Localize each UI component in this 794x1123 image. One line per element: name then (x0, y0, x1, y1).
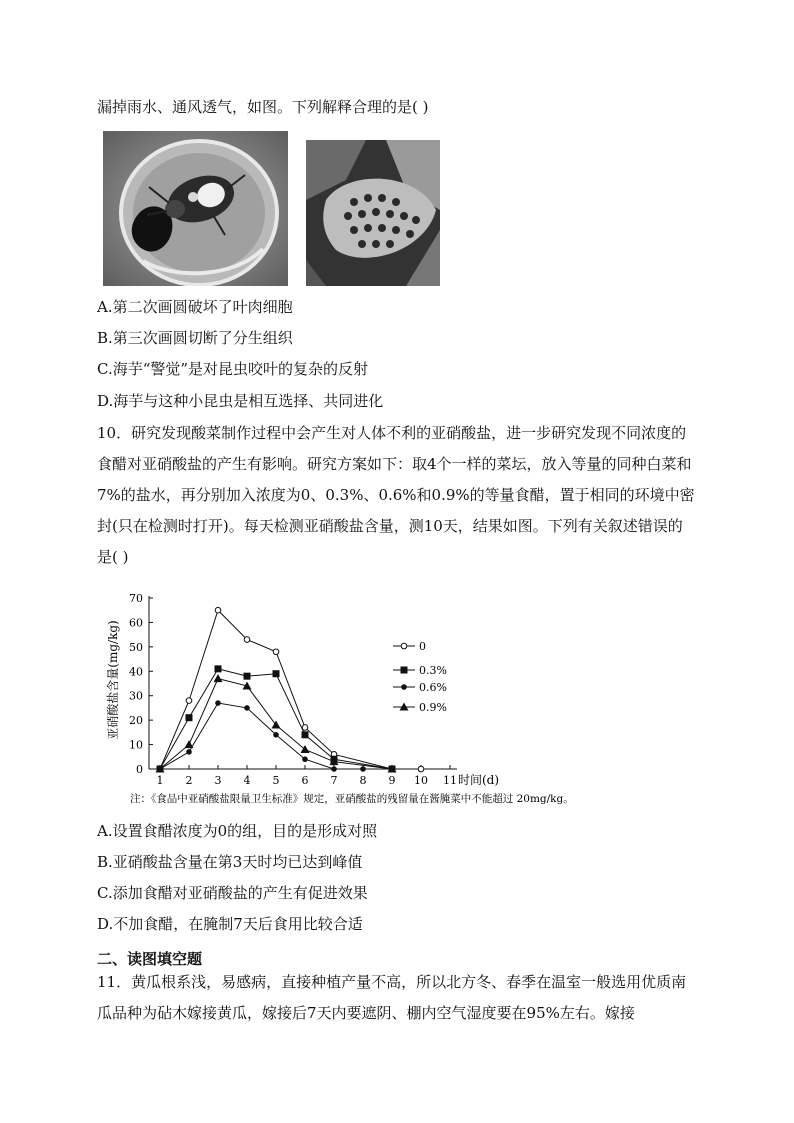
q10-option-a: A.设置食醋浓度为0的组，目的是形成对照 (97, 822, 378, 840)
x-tick-label: 11 (443, 774, 457, 787)
x-tick-label: 1 (156, 774, 164, 787)
y-tick-label: 60 (129, 616, 143, 630)
x-tick-label: 4 (243, 774, 251, 787)
data-point-2-4 (273, 732, 279, 738)
data-point-2-2 (215, 700, 221, 706)
nitrite-line-chart (97, 575, 697, 810)
legend-label: 0.3% (419, 664, 447, 677)
chart-legend (393, 640, 447, 714)
q9-option-b: B.第三次画圆切断了分生组织 (97, 329, 293, 347)
data-point-0-1 (186, 698, 192, 704)
y-tick-label: 20 (129, 714, 143, 728)
q9-option-a: A.第二次画圆破坏了叶肉细胞 (97, 298, 293, 316)
legend-label: 0 (419, 640, 426, 653)
chart-markers (156, 607, 424, 772)
data-point-0-2 (215, 607, 221, 613)
data-point-3-2 (214, 674, 223, 682)
legend-marker (401, 643, 407, 649)
perforated-leaf-photo (306, 140, 440, 286)
data-point-2-5 (302, 756, 308, 762)
x-tick-label: 7 (330, 774, 338, 787)
question-10-text: 10．研究发现酸菜制作过程中会产生对人体不利的亚硝酸盐，进一步研究发现不同浓度的食醋对亚硝酸盐的产生有影响。研究方案如下：取4个一样的菜坛，放入等量的同种白菜和7%的盐水，再分别加入浓度为0、0.3%、0.6%和0.9%的等量食醋，置于相同的环境中密封(只在检测时打开)。每天检测亚硝酸盐含量，测10天，结果如图。下列有关叙述错误的是( ) (97, 424, 695, 566)
y-tick-label: 0 (136, 763, 143, 776)
x-tick-label: 10 (414, 774, 428, 787)
legend-marker (401, 667, 408, 674)
data-point-0-3 (244, 637, 250, 643)
x-tick-label: 3 (214, 774, 222, 787)
q10-option-b: B.亚硝酸盐含量在第3天时均已达到峰值 (97, 853, 363, 871)
q10-option-c: C.添加食醋对亚硝酸盐的产生有促进效果 (97, 884, 368, 902)
section-heading: 二、读图填空题 (97, 950, 203, 968)
y-tick-label: 40 (129, 665, 143, 679)
x-tick-label: 9 (388, 774, 396, 787)
data-point-2-3 (244, 705, 250, 711)
data-point-2-6 (331, 766, 337, 772)
q10-option-d: D.不加食醋，在腌制7天后食用比较合适 (97, 915, 363, 933)
y-tick-label: 10 (129, 738, 143, 752)
y-tick-label: 50 (129, 640, 143, 654)
data-point-2-1 (186, 749, 192, 755)
chart-lines (160, 610, 421, 769)
beetle-photo (103, 131, 288, 286)
data-point-1-3 (244, 673, 251, 680)
series-line-0 (160, 610, 421, 769)
data-point-1-2 (215, 665, 222, 672)
data-point-0-5 (302, 725, 308, 731)
data-point-2-7 (360, 766, 366, 772)
legend-label: 0.6% (419, 681, 447, 694)
legend-label: 0.9% (419, 701, 447, 714)
q9-option-c: C.海芋“警觉”是对昆虫咬叶的复杂的反射 (97, 360, 369, 378)
q9-option-d: D.海芋与这种小昆虫是相互选择、共同进化 (97, 392, 384, 410)
data-point-1-4 (273, 670, 280, 677)
question-11-text: 11．黄瓜根系浅，易感病，直接种植产量不高，所以北方冬、春季在温室一般选用优质南瓜品种为砧木嫁接黄瓜，嫁接后7天内要遮阴、棚内空气湿度要在95%左右。嫁接 (97, 973, 687, 1022)
y-tick-label: 30 (129, 689, 143, 703)
legend-marker (401, 684, 407, 690)
data-point-1-5 (302, 731, 309, 738)
data-point-3-1 (185, 740, 194, 748)
x-axis-label: 时间(d) (458, 773, 500, 787)
data-point-3-4 (272, 721, 281, 729)
x-tick-label: 5 (272, 774, 280, 787)
data-point-0-4 (273, 649, 279, 655)
y-axis-label: 亚硝酸盐含量(mg/kg) (106, 620, 120, 740)
data-point-0-8 (418, 766, 424, 772)
x-tick-label: 6 (301, 774, 309, 787)
data-point-1-1 (186, 714, 193, 721)
x-tick-label: 2 (185, 774, 193, 787)
y-tick-label: 70 (129, 592, 143, 605)
question-9-stem-tail: 漏掉雨水、通风透气，如图。下列解释合理的是( ) (97, 98, 429, 116)
chart-note: 注：《食品中亚硝酸盐限量卫生标准》规定，亚硝酸盐的残留量在酱腌菜中不能超过 20mg/kg。 (130, 793, 574, 805)
x-tick-label: 8 (359, 774, 367, 787)
